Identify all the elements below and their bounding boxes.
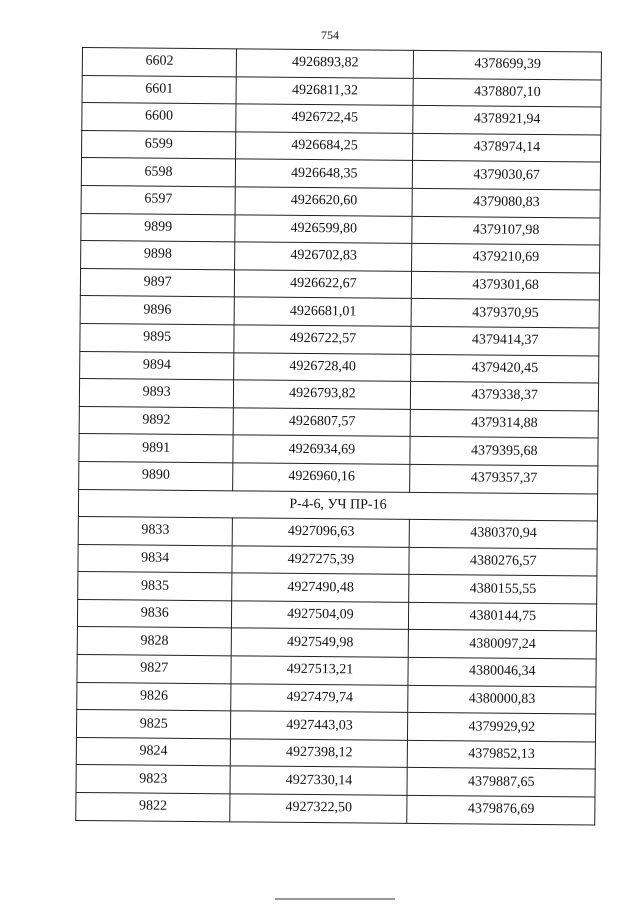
y-coordinate-cell: 4380276,57	[409, 547, 597, 576]
point-number-cell: 9822	[76, 793, 231, 822]
point-number-cell: 6601	[82, 75, 237, 104]
point-number-cell: 6599	[82, 130, 237, 159]
y-coordinate-cell: 4380155,55	[409, 575, 597, 604]
y-coordinate-cell: 4378699,39	[414, 50, 602, 79]
y-coordinate-cell: 4379314,88	[411, 409, 599, 438]
point-number-cell: 9825	[76, 710, 231, 739]
x-coordinate-cell: 4927096,63	[232, 518, 409, 547]
coordinates-table	[75, 47, 602, 825]
x-coordinate-cell: 4926728,40	[234, 352, 411, 381]
point-number-cell: 9826	[77, 682, 232, 711]
x-coordinate-cell: 4927443,03	[231, 711, 408, 740]
point-number-cell: 6600	[82, 103, 237, 132]
point-number-cell: 9897	[80, 268, 235, 297]
point-number-cell: 9823	[76, 765, 231, 794]
y-coordinate-cell: 4380370,94	[410, 519, 598, 548]
y-coordinate-cell: 4378807,10	[413, 78, 601, 107]
x-coordinate-cell: 4927504,09	[232, 601, 409, 630]
x-coordinate-cell: 4927322,50	[230, 794, 407, 823]
point-number-cell: 9895	[80, 323, 235, 352]
y-coordinate-cell: 4378974,14	[413, 133, 601, 162]
point-number-cell: 9828	[77, 627, 232, 656]
y-coordinate-cell: 4379338,37	[411, 382, 599, 411]
point-number-cell: 9833	[78, 517, 233, 546]
coordinates-table-bottom	[76, 517, 598, 825]
y-coordinate-cell: 4379210,69	[412, 244, 600, 273]
x-coordinate-cell: 4927330,14	[230, 766, 407, 795]
x-coordinate-cell: 4927513,21	[231, 656, 408, 685]
x-coordinate-cell: 4926960,16	[233, 463, 410, 492]
y-coordinate-cell: 4380000,83	[408, 685, 596, 714]
x-coordinate-cell: 4926620,60	[235, 187, 412, 216]
x-coordinate-cell: 4926893,82	[237, 49, 414, 78]
x-coordinate-cell: 4926599,80	[235, 214, 412, 243]
y-coordinate-cell: 4379080,83	[413, 188, 601, 217]
point-number-cell: 9899	[81, 213, 236, 242]
x-coordinate-cell: 4926807,57	[233, 408, 410, 437]
point-number-cell: 9893	[79, 379, 234, 408]
point-number-cell: 9824	[76, 737, 231, 766]
point-number-cell: 9834	[78, 544, 233, 573]
x-coordinate-cell: 4926648,35	[236, 159, 413, 188]
y-coordinate-cell: 4379357,37	[410, 464, 598, 493]
y-coordinate-cell: 4379414,37	[411, 326, 599, 355]
x-coordinate-cell: 4927490,48	[232, 573, 409, 602]
point-number-cell: 9836	[77, 599, 232, 628]
point-number-cell: 6597	[81, 185, 236, 214]
point-number-cell: 9890	[79, 461, 234, 490]
y-coordinate-cell: 4379370,95	[412, 299, 600, 328]
y-coordinate-cell: 4380097,24	[409, 630, 597, 659]
y-coordinate-cell: 4380046,34	[408, 657, 596, 686]
point-number-cell: 9894	[80, 351, 235, 380]
x-coordinate-cell: 4926722,57	[234, 325, 411, 354]
table-row	[76, 793, 595, 825]
x-coordinate-cell: 4927398,12	[231, 739, 408, 768]
page-number: 754	[321, 28, 339, 42]
y-coordinate-cell: 4379107,98	[412, 216, 600, 245]
y-coordinate-cell: 4379929,92	[408, 713, 596, 742]
y-coordinate-cell: 4378921,94	[413, 106, 601, 135]
point-number-cell: 9892	[79, 406, 234, 435]
y-coordinate-cell: 4379852,13	[408, 740, 596, 769]
x-coordinate-cell: 4926722,45	[236, 104, 413, 133]
point-number-cell: 9891	[79, 434, 234, 463]
section-title: Р-4-6, УЧ ПР-16	[78, 489, 597, 521]
y-coordinate-cell: 4380144,75	[409, 602, 597, 631]
y-coordinate-cell: 4379395,68	[410, 437, 598, 466]
point-number-cell: 6602	[82, 48, 237, 77]
x-coordinate-cell: 4926681,01	[234, 297, 411, 326]
x-coordinate-cell: 4927275,39	[232, 546, 409, 575]
point-number-cell: 9898	[81, 241, 236, 270]
x-coordinate-cell: 4927479,74	[231, 683, 408, 712]
y-coordinate-cell: 4379876,69	[407, 795, 595, 824]
x-coordinate-cell: 4926811,32	[236, 76, 413, 105]
coordinates-table-top	[79, 48, 602, 494]
y-coordinate-cell: 4379887,65	[407, 768, 595, 797]
point-number-cell: 9835	[78, 572, 233, 601]
x-coordinate-cell: 4927549,98	[232, 628, 409, 657]
point-number-cell: 6598	[81, 158, 236, 187]
x-coordinate-cell: 4926934,69	[233, 435, 410, 464]
y-coordinate-cell: 4379420,45	[411, 354, 599, 383]
y-coordinate-cell: 4379301,68	[412, 271, 600, 300]
x-coordinate-cell: 4926684,25	[236, 132, 413, 161]
point-number-cell: 9827	[77, 655, 232, 684]
point-number-cell: 9896	[80, 296, 235, 325]
footer-divider	[275, 898, 395, 900]
x-coordinate-cell: 4926793,82	[234, 380, 411, 409]
x-coordinate-cell: 4926702,83	[235, 242, 412, 271]
x-coordinate-cell: 4926622,67	[235, 270, 412, 299]
y-coordinate-cell: 4379030,67	[413, 161, 601, 190]
